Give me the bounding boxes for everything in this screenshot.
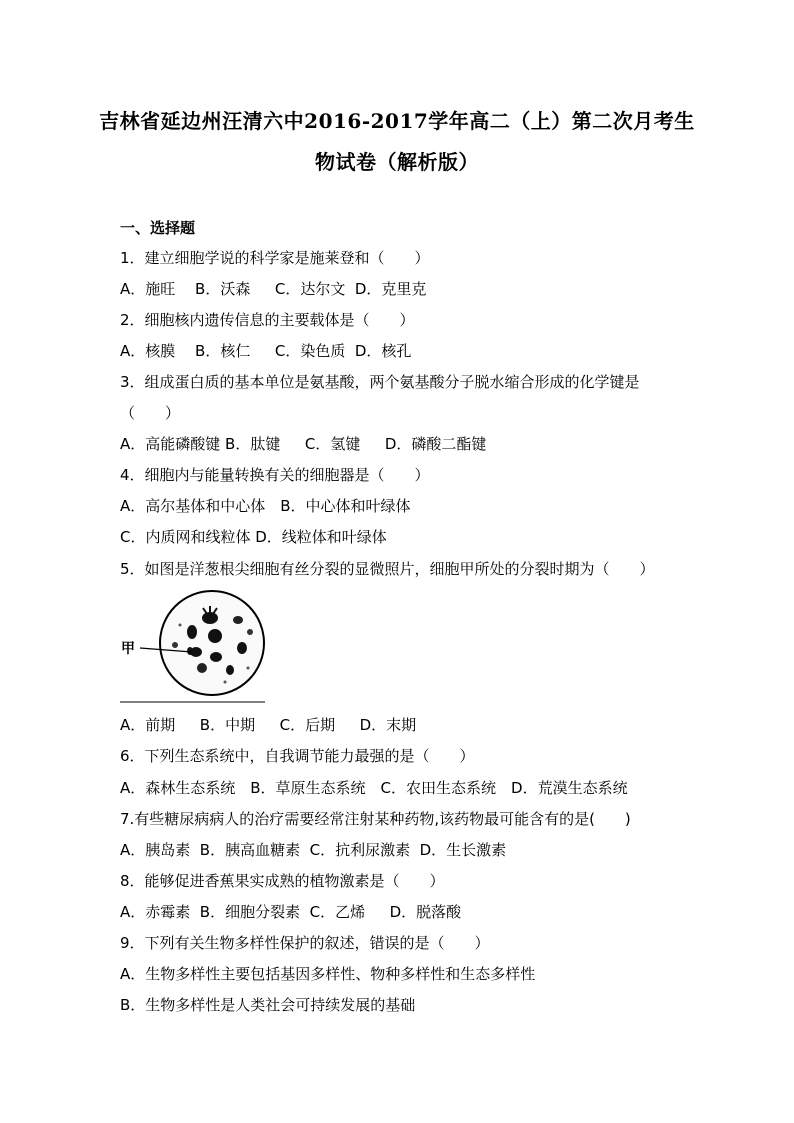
question-5-options: A．前期 B．中期 C．后期 D．末期 [120, 716, 417, 734]
question-1-options: A．施旺 B．沃森 C．达尔文 D．克里克 [120, 280, 427, 298]
question-2-options: A．核膜 B．核仁 C．染色质 D．核孔 [120, 342, 412, 360]
question-6: 6．下列生态系统中，自我调节能力最强的是（ ） [120, 747, 475, 765]
question-3: 3．组成蛋白质的基本单位是氨基酸，两个氨基酸分子脱水缩合形成的化学键是 [120, 373, 640, 391]
question-7: 7.有些糖尿病病人的治疗需要经常注射某种药物,该药物最可能含有的是( ) [120, 810, 631, 828]
question-6-options: A．森林生态系统 B．草原生态系统 C．农田生态系统 D．荒漠生态系统 [120, 779, 628, 797]
question-1: 1．建立细胞学说的科学家是施莱登和（ ） [120, 249, 430, 267]
question-4-options-cd: C．内质网和线粒体 D．线粒体和叶绿体 [120, 528, 387, 546]
question-5: 5．如图是洋葱根尖细胞有丝分裂的显微照片，细胞甲所处的分裂时期为（ ） [120, 560, 655, 578]
micrograph-cell-division-icon [120, 591, 265, 702]
question-9-option-a: A．生物多样性主要包括基因多样性、物种多样性和生态多样性 [120, 965, 536, 983]
question-4: 4．细胞内与能量转换有关的细胞器是（ ） [120, 466, 430, 484]
question-9: 9．下列有关生物多样性保护的叙述，错误的是（ ） [120, 934, 490, 952]
question-8: 8．能够促进香蕉果实成熟的植物激素是（ ） [120, 872, 445, 890]
question-8-options: A．赤霉素 B．细胞分裂素 C．乙烯 D．脱落酸 [120, 903, 462, 921]
question-9-option-b: B．生物多样性是人类社会可持续发展的基础 [120, 996, 416, 1014]
question-3-continued: （ ） [120, 404, 181, 422]
section-heading: 一、选择题 [120, 219, 196, 237]
micrograph-figure [120, 590, 270, 705]
question-4-options-ab: A．高尔基体和中心体 B．中心体和叶绿体 [120, 497, 411, 515]
figure-label: 甲 [121, 641, 135, 657]
page-title-line-2: 物试卷（解析版） [315, 150, 479, 174]
question-2: 2．细胞核内遗传信息的主要载体是（ ） [120, 311, 415, 329]
page-title-line-1: 吉林省延边州汪清六中2016-2017学年高二（上）第二次月考生 [99, 109, 695, 133]
question-7-options: A．胰岛素 B．胰高血糖素 C．抗利尿激素 D．生长激素 [120, 841, 507, 859]
question-3-options: A．高能磷酸键 B．肽键 C．氢键 D．磷酸二酯键 [120, 435, 487, 453]
